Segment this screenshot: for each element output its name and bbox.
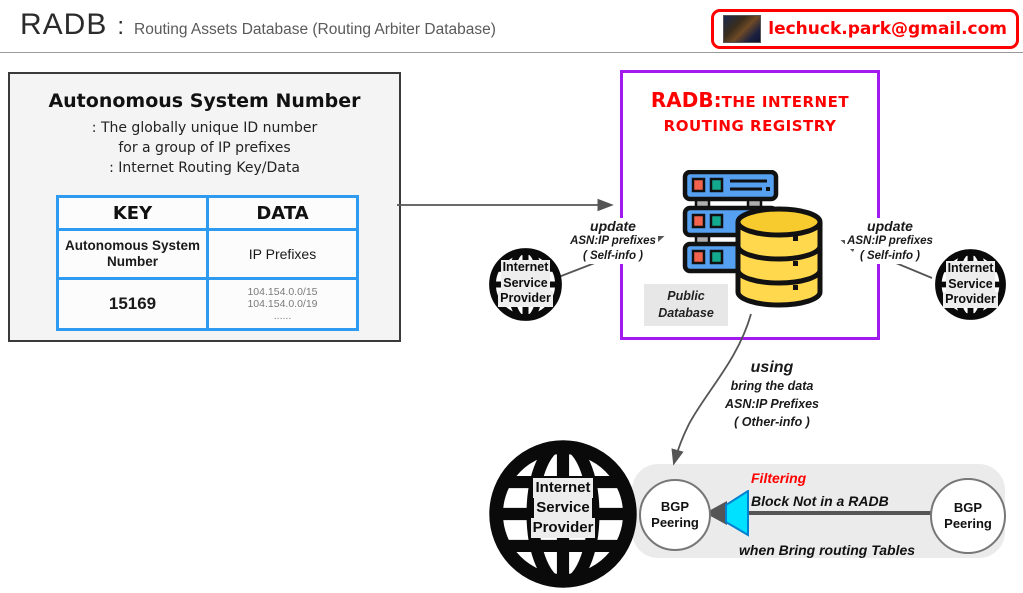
asn-desc-line: : The globally unique ID number <box>91 120 318 136</box>
asn-panel-description <box>10 118 399 178</box>
author-email: lechuck.park@gmail.com <box>768 19 1007 39</box>
asn-key-cell: Autonomous System Number <box>58 230 208 279</box>
prefix-ellipsis: ...... <box>273 310 292 322</box>
prefix-list-cell <box>208 279 358 330</box>
asn-number-cell: 15169 <box>58 279 208 330</box>
filter-when-text: when Bring routing Tables <box>739 542 916 558</box>
asn-panel-title: Autonomous System Number <box>48 90 361 112</box>
database-icon <box>734 206 824 308</box>
page-header <box>20 8 496 42</box>
filtering-title: Filtering <box>751 470 807 486</box>
table-header-row <box>58 197 358 230</box>
right-isp-label: Internet Service Provider <box>945 261 996 306</box>
table-row <box>58 279 358 330</box>
asn-info-panel <box>8 72 401 342</box>
radb-title-rest: THE INTERNET <box>721 93 850 111</box>
filter-funnel-icon <box>723 490 750 537</box>
using-label: using bring the data ASN:IP Prefixes ( Other-info ) <box>724 359 820 429</box>
title-colon: : <box>117 13 125 40</box>
page-subtitle: Routing Assets Database (Routing Arbiter Database) <box>134 21 496 38</box>
key-column-header: KEY <box>58 197 208 230</box>
public-database-label: Public Database <box>644 284 728 326</box>
right-bgp-peering-node: BGP Peering <box>930 478 1006 554</box>
prefix-value: 104.154.0.0/15 <box>247 286 318 298</box>
page-title: RADB <box>20 8 108 41</box>
radb-title-line2: ROUTING REGISTRY <box>663 117 837 135</box>
asn-desc-line: : Internet Routing Key/Data <box>109 160 300 176</box>
left-update-label: update ASN:IP prefixes ( Self-info ) <box>570 218 656 262</box>
left-isp-label: Internet Service Provider <box>500 260 551 305</box>
prefix-value: 104.154.0.0/19 <box>247 298 318 310</box>
table-row <box>58 230 358 279</box>
radb-registry-title <box>623 88 877 138</box>
header-divider <box>0 52 1023 53</box>
data-column-header: DATA <box>208 197 358 230</box>
avatar-image <box>723 15 761 43</box>
left-bgp-peering-node: BGP Peering <box>639 479 711 551</box>
author-email-badge <box>711 9 1019 49</box>
ip-prefixes-cell: IP Prefixes <box>208 230 358 279</box>
filter-rule-text: Block Not in a RADB <box>751 493 889 509</box>
key-data-table <box>56 195 359 331</box>
radb-title-word: RADB: <box>650 88 722 112</box>
right-update-label: update ASN:IP prefixes ( Self-info ) <box>847 218 933 262</box>
asn-desc-line: for a group of IP prefixes <box>118 140 291 156</box>
bottom-isp-label: Internet Service Provider <box>532 479 594 536</box>
